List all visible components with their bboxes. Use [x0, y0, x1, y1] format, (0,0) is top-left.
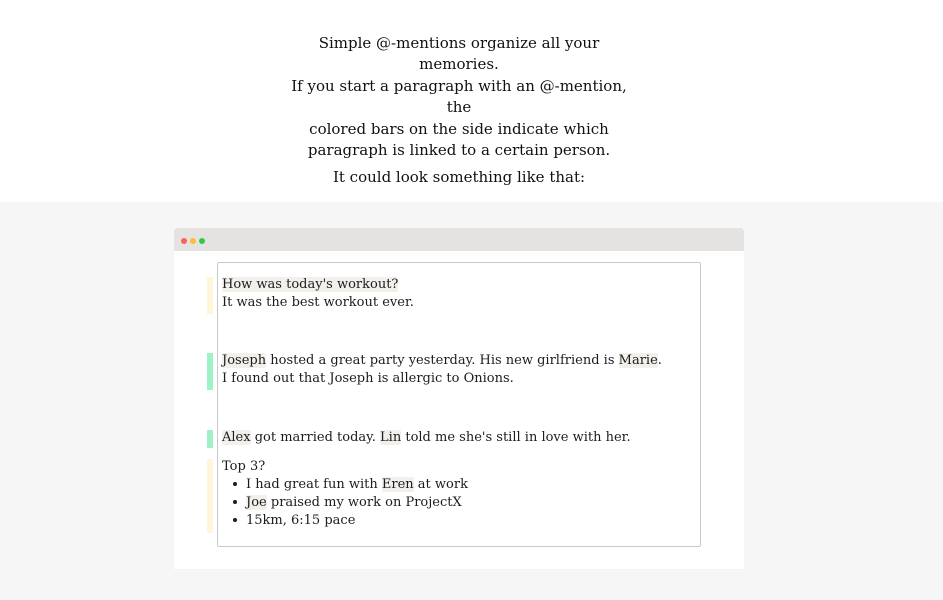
- paragraph-bar-green: [207, 430, 213, 448]
- mention-eren[interactable]: Eren: [381, 477, 414, 492]
- list-item: [233, 512, 355, 530]
- window-titlebar: [174, 228, 744, 251]
- intro-cta: It could look something like that:: [332, 168, 586, 186]
- intro-line: Simple @-mentions organize all your: [318, 34, 600, 52]
- bullet-icon: [233, 500, 237, 504]
- list-item: [233, 494, 462, 512]
- bullet-icon: [233, 518, 237, 522]
- note-line: [222, 429, 631, 447]
- mention-joseph[interactable]: Joseph: [222, 353, 267, 368]
- mention-lin[interactable]: Lin: [380, 430, 402, 445]
- mention-marie[interactable]: Marie: [618, 353, 658, 368]
- bullet-icon: [233, 482, 237, 486]
- intro-line: memories.: [419, 55, 499, 74]
- mention-alex[interactable]: Alex: [222, 430, 251, 445]
- intro-line: colored bars on the side indicate which: [309, 119, 609, 138]
- showcase-section: [0, 202, 943, 600]
- list-item: [233, 476, 468, 494]
- app-window: [174, 228, 744, 569]
- intro-section: [0, 0, 943, 202]
- note-line: [222, 352, 662, 370]
- maximize-icon[interactable]: [199, 238, 205, 244]
- note-line: [222, 276, 398, 294]
- note-text: How was today's workout?: [222, 277, 399, 292]
- intro-line: If you start a paragraph with an @-mention, the: [291, 76, 627, 117]
- note-text: got married today.: [250, 430, 381, 445]
- paragraph-bar-yellow: [207, 459, 213, 533]
- intro-line: paragraph is linked to a certain person.: [307, 141, 611, 160]
- note-text: I had great fun with: [246, 477, 382, 492]
- note-text: .: [657, 353, 662, 368]
- note-text: told me she's still in love with her.: [401, 430, 631, 445]
- note-line: Top 3?: [222, 459, 266, 474]
- note-text: at work: [413, 477, 468, 492]
- note-line: It was the best workout ever.: [222, 295, 414, 310]
- mention-joe[interactable]: Joe: [246, 495, 267, 510]
- minimize-icon[interactable]: [190, 238, 196, 244]
- note-text: hosted a great party yesterday. His new girlfriend is: [266, 353, 619, 368]
- intro-text: [282, 33, 636, 161]
- note-line: I found out that Joseph is allergic to Onions.: [222, 371, 514, 386]
- close-icon[interactable]: [181, 238, 187, 244]
- paragraph-bar-green: [207, 353, 213, 390]
- note-text: 15km, 6:15 pace: [246, 513, 356, 528]
- note-text: praised my work on ProjectX: [266, 495, 462, 510]
- paragraph-bar-yellow: [207, 277, 213, 314]
